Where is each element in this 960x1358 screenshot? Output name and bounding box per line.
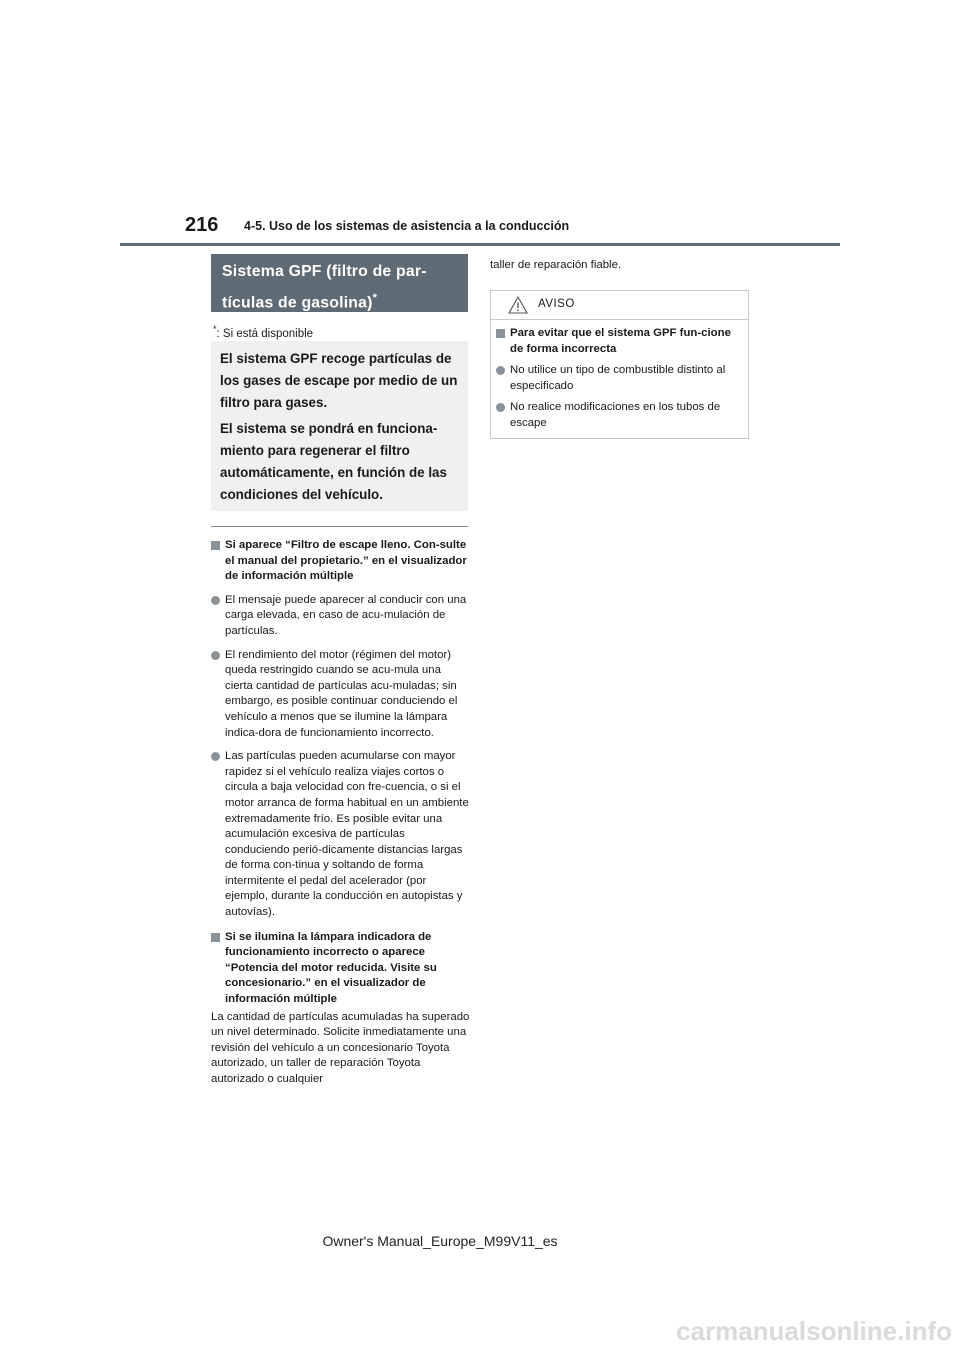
circle-bullet-icon: [211, 752, 220, 761]
footnote: [213, 324, 313, 340]
subheading-malfunction-lamp: [211, 930, 471, 1008]
list-item: [496, 363, 740, 394]
notice-label: AVISO: [538, 298, 575, 310]
body-paragraph: La cantidad de partículas acumuladas ha superado un nivel determinado. Solicite inmediatamente una revisión del vehículo a un concesionario Toyota autorizado, un taller de reparación Toyota autorizado o cualquier: [211, 1010, 470, 1085]
header-divider: [120, 243, 840, 246]
circle-bullet-icon: [496, 403, 505, 412]
footer-text: Owner's Manual_Europe_M99V11_es: [322, 1233, 558, 1249]
summary-box: [211, 341, 468, 511]
square-bullet-icon: [496, 329, 505, 338]
warning-triangle-icon: [508, 296, 528, 314]
list-item-text: Las partículas pueden acumularse con mayor rapidez si el vehículo realiza viajes cortos o circula a baja velocidad con fre-cuencia, o si el motor arranca de forma habitual en un ambiente extremadamente frío. Es posible evitar una acumulación excesiva de partículas conduciendo perió-dicamente distancias largas de forma con-tinua y soltando de forma intermitente el pedal del acelerador (por ejemplo, durante la conducción en autopistas y autovías).: [225, 750, 469, 919]
page-number: 216: [185, 214, 219, 236]
summary-paragraph-1: El sistema GPF recoge partículas de los gases de escape por medio de un filtro para gases.: [220, 351, 458, 410]
footnote-text: : Si está disponible: [216, 327, 314, 340]
subheading-text: Si aparece “Filtro de escape lleno. Con-sulte el manual del propietario.” en el visualizador de información múltiple: [225, 539, 467, 583]
subheading-filter-full: [211, 538, 471, 585]
subheading-text: Si se ilumina la lámpara indicadora de funcionamiento incorrecto o aparece “Potencia del motor reducida. Visite su concesionario.” en el visualizador de información múltiple: [225, 930, 437, 1006]
left-column: [211, 532, 471, 1088]
notice-header: [491, 291, 748, 320]
notice-heading-text: Para evitar que el sistema GPF fun-cione de forma incorrecta: [510, 327, 731, 355]
section-title-marker: *: [372, 292, 378, 304]
circle-bullet-icon: [496, 366, 505, 375]
list-item: [211, 749, 471, 921]
section-divider: [211, 526, 468, 527]
list-item-text: No realice modificaciones en los tubos de escape: [510, 401, 721, 429]
notice-box: [490, 290, 749, 439]
watermark: carmanualsonline.info: [676, 1316, 952, 1346]
notice-heading: [496, 326, 740, 357]
notice-body: [491, 320, 748, 432]
circle-bullet-icon: [211, 596, 220, 605]
list-item-text: No utilice un tipo de combustible distinto al especificado: [510, 364, 726, 392]
list-item: [211, 593, 471, 640]
continuation-text: taller de reparación fiable.: [490, 259, 622, 271]
section-title-box: [211, 254, 468, 312]
section-title-line2: tículas de gasolina): [222, 294, 373, 312]
square-bullet-icon: [211, 541, 220, 550]
footnote-marker: *: [213, 324, 217, 334]
circle-bullet-icon: [211, 651, 220, 660]
list-item-text: El rendimiento del motor (régimen del motor) queda restringido cuando se acu-mula una cierta cantidad de partículas acu-muladas; sin embargo, es posible continuar conduciendo el vehículo a menos que se ilumine la lámpara indica-dora de funcionamiento incorrecto.: [225, 648, 458, 739]
summary-paragraph-2: El sistema se pondrá en funciona-miento para regenerar el filtro automáticamente, en función de las condiciones del vehículo.: [220, 421, 447, 502]
chapter-title: 4-5. Uso de los sistemas de asistencia a la conducción: [244, 219, 570, 233]
list-item: [496, 400, 740, 431]
right-column: [490, 256, 750, 274]
list-item: [211, 648, 471, 742]
square-bullet-icon: [211, 933, 220, 942]
list-item-text: El mensaje puede aparecer al conducir con una carga elevada, en caso de acu-mulación de partículas.: [225, 593, 467, 637]
section-title-line1: Sistema GPF (filtro de par-: [222, 263, 427, 280]
